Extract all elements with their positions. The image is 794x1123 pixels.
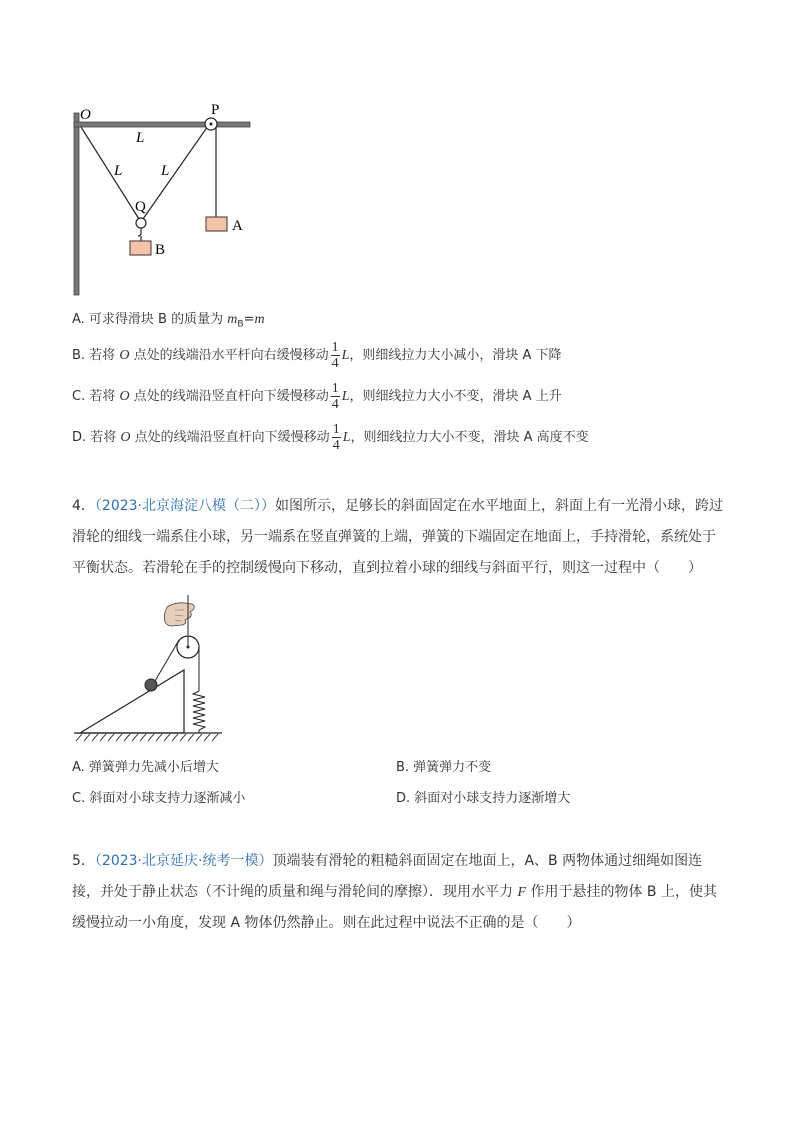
question-source: （2023·北京延庆·统考一模） xyxy=(94,853,273,869)
option-d-q3: D. 若将 O 点处的线端沿竖直杆向下缓慢移动 $\frac{1}{4}$ L，则细线拉力大小不变，滑块 A 高度不变 xyxy=(72,422,589,453)
question-text: 如图所示，足够长的斜面固定在水平地面上，斜面上有一光滑小球，跨过滑轮的细线一端系住小球，另一端系在竖直弹簧的上端，弹簧的下端固定在地面上，手持滑轮，系统处于平衡状态。若滑轮在手的控制缓慢向下移动，直到拉着小球的细线与斜面平行，则这一过程中（ ） xyxy=(72,498,724,576)
spring xyxy=(193,691,205,733)
fraction-one-quarter: $\frac{1}{4}$ xyxy=(331,340,339,371)
rope-Q-P xyxy=(143,126,208,219)
vertical-pole xyxy=(74,113,79,295)
rope-O-Q xyxy=(81,127,139,219)
option-a-q4: A. 弹簧弹力先减小后增大 xyxy=(72,760,219,775)
label-L-left: L xyxy=(114,163,123,179)
fraction-one-quarter: $\frac{1}{4}$ xyxy=(332,422,340,453)
option-a-q3: A. 可求得滑块 B 的质量为 $m_B=m$ xyxy=(72,312,265,330)
option-c-q3: C. 若将 O 点处的线端沿竖直杆向下缓慢移动 $\frac{1}{4}$ L，则细线拉力大小不变，滑块 A 上升 xyxy=(72,381,562,412)
figure-pulley-rope-diagram xyxy=(60,95,270,300)
label-L-top: L xyxy=(136,130,145,146)
label-A: A xyxy=(232,218,243,234)
question-number: 5． xyxy=(72,853,95,869)
question-source: （2023·北京海淀八模（二）） xyxy=(94,498,276,514)
option-b-q4: B. 弹簧弹力不变 xyxy=(396,760,492,775)
label-L-right: L xyxy=(161,163,170,179)
option-c-q4: C. 斜面对小球支持力逐渐减小 xyxy=(72,791,246,806)
incline xyxy=(80,670,184,733)
label-O: O xyxy=(80,107,91,123)
option-d-q4: D. 斜面对小球支持力逐渐增大 xyxy=(396,791,571,806)
question-text-part2: 作用于悬挂的物体 B 上，使其缓慢拉动一小角度，发现 A 物体仍然静止。则在此过程中说法不正确的是（ ） xyxy=(72,884,717,931)
figure-incline-pulley-spring xyxy=(72,595,227,745)
question-5-stem xyxy=(72,846,724,939)
option-b-q3: B. 若将 O 点处的线端沿水平杆向右缓慢移动 $\frac{1}{4}$ L，则细线拉力大小减小，滑块 A 下降 xyxy=(72,340,562,371)
fraction-one-quarter: $\frac{1}{4}$ xyxy=(331,381,339,412)
ring-Q xyxy=(136,218,146,228)
horizontal-rod xyxy=(74,122,250,127)
hand-icon xyxy=(164,603,194,626)
label-B: B xyxy=(155,242,166,258)
block-B xyxy=(130,241,151,255)
label-P: P xyxy=(211,102,220,118)
label-Q: Q xyxy=(135,199,146,215)
block-A xyxy=(206,217,227,231)
force-symbol: F xyxy=(517,885,527,900)
question-number: 4． xyxy=(72,498,95,514)
question-4-stem xyxy=(72,491,724,584)
question-text-part1: 顶端装有滑轮的粗糙斜面固定在地面上，A、B 两物体通过细绳如图连接，并处于静止状态（不计绳的质量和绳与滑轮间的摩擦）．现用水平力 xyxy=(72,853,703,900)
